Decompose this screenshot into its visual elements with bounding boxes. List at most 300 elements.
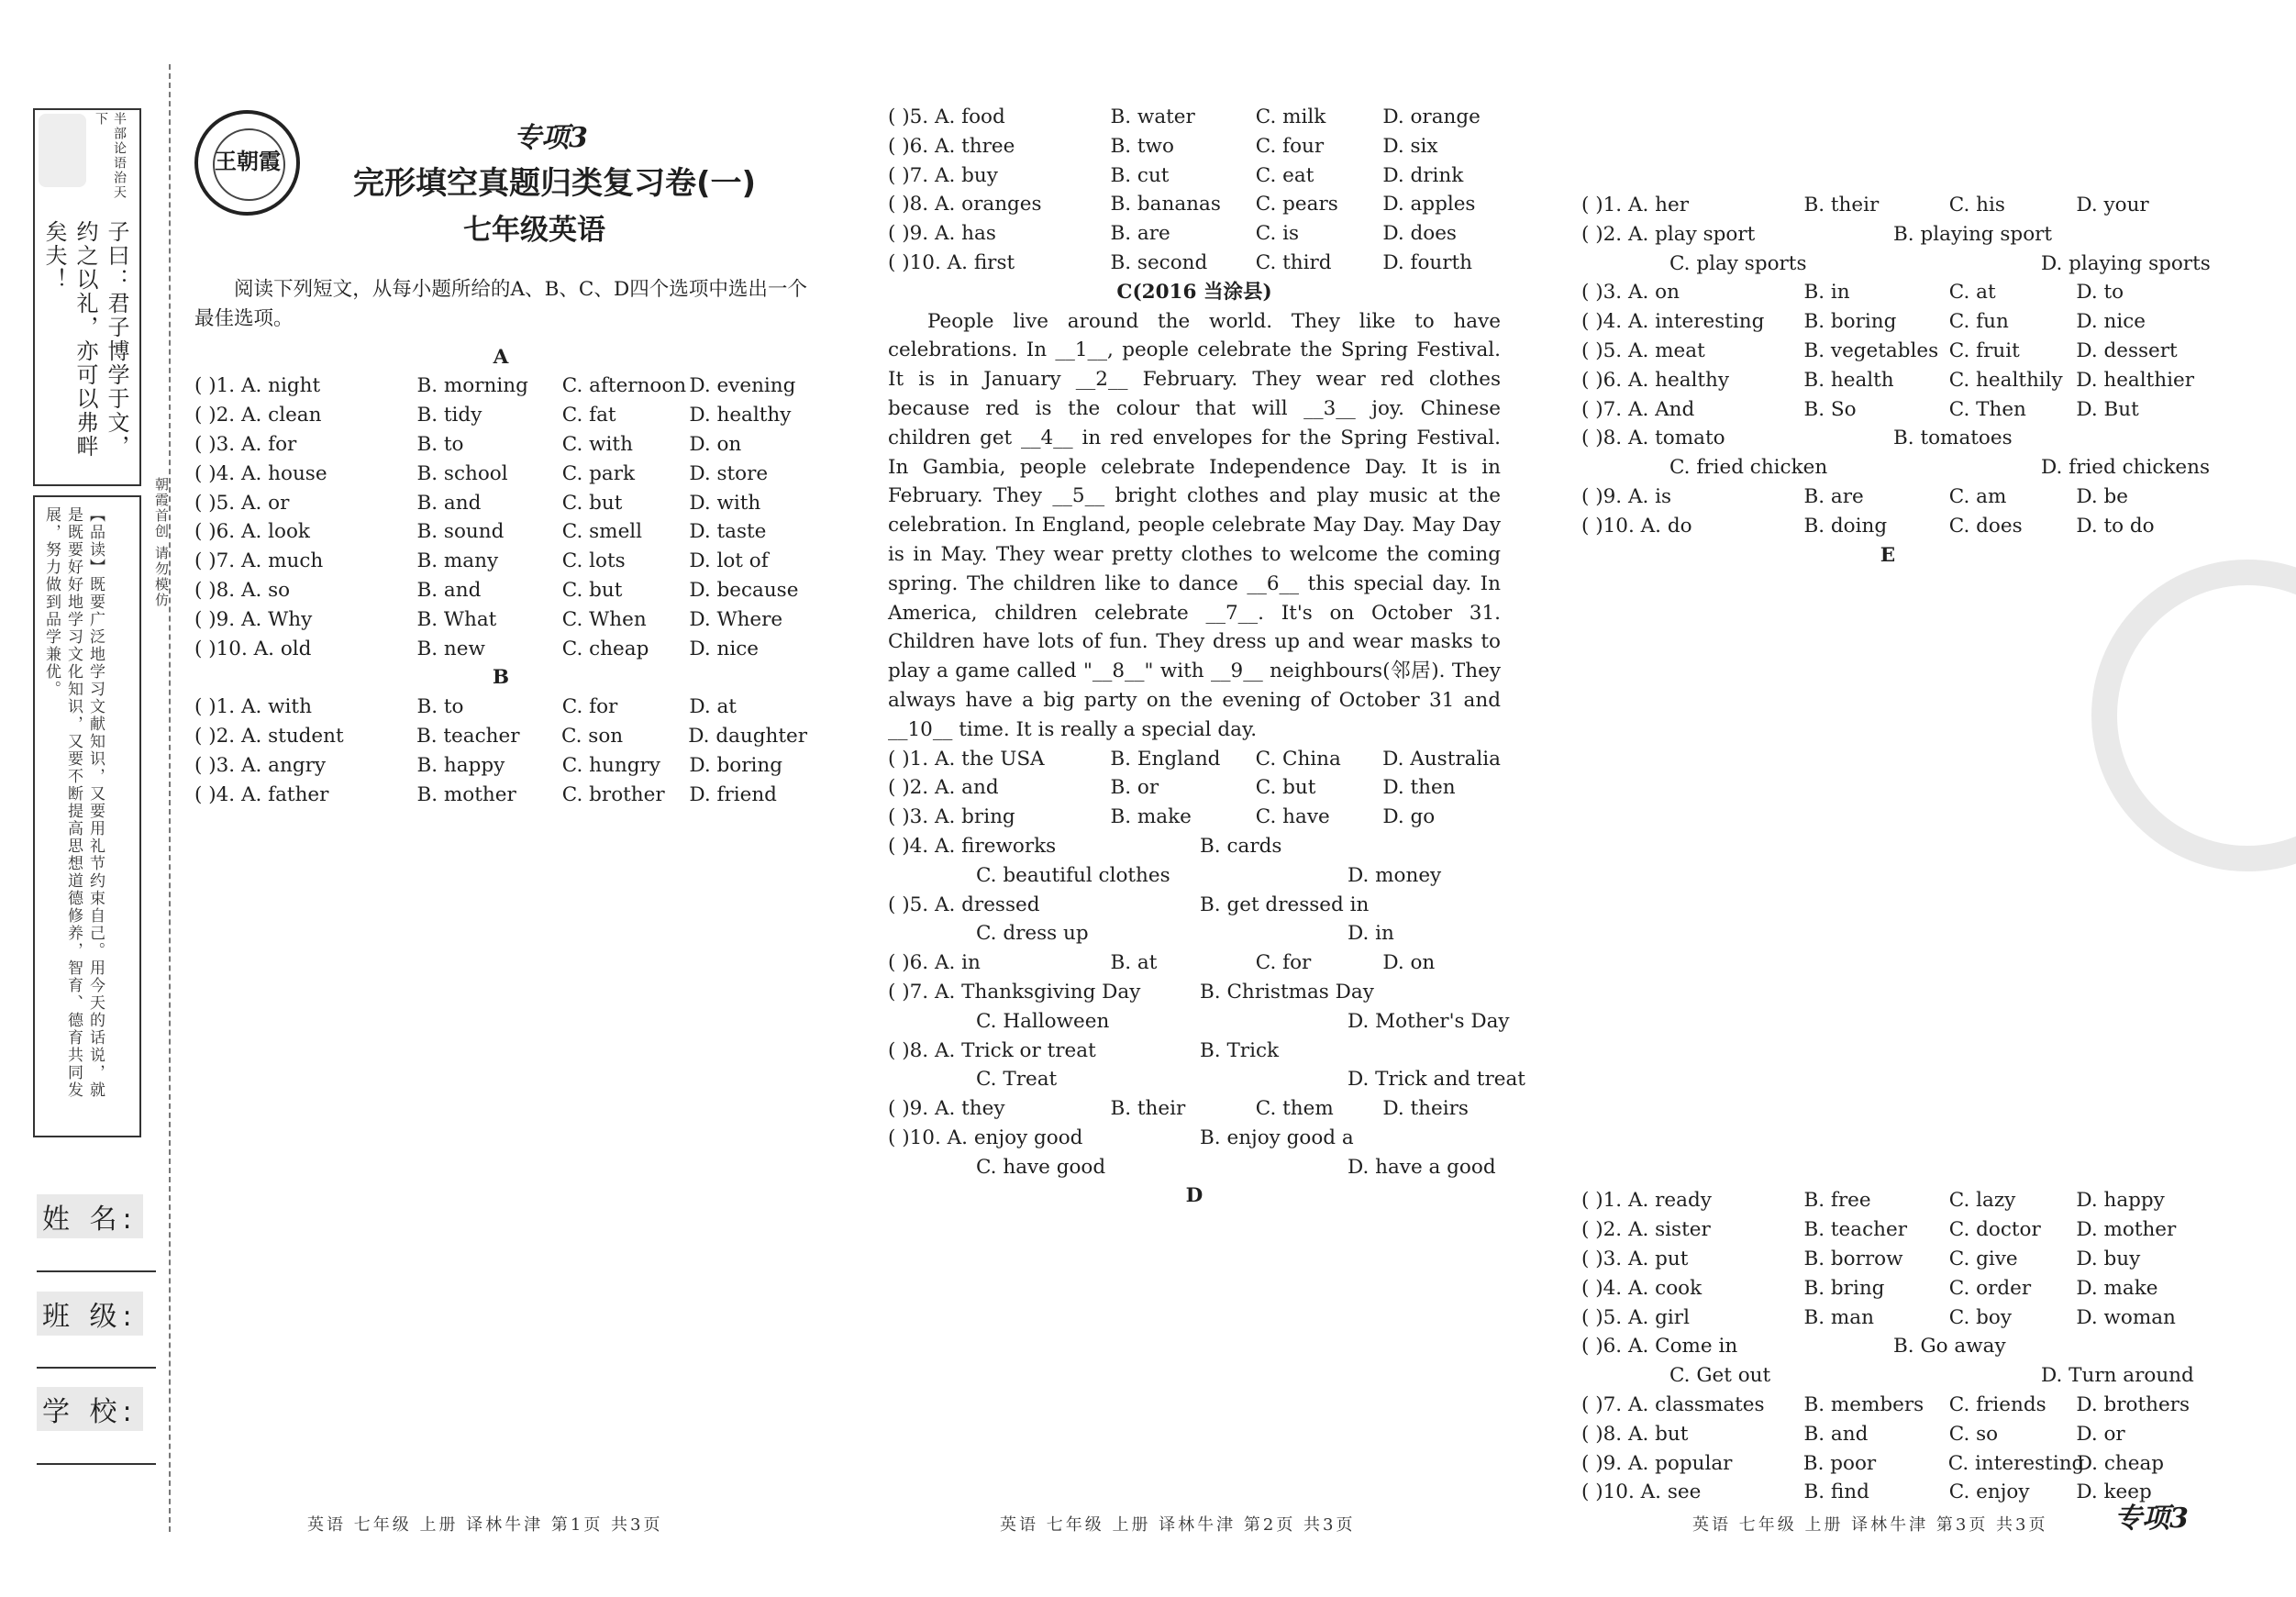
- option-cell: C. enjoy: [1948, 1481, 2030, 1504]
- option-row: [194, 635, 807, 664]
- option-cell: [1113, 1124, 1200, 1153]
- option-cell: C. third: [1255, 250, 1332, 274]
- option-cell: C. does: [1948, 514, 2023, 538]
- option-row: [888, 1037, 1501, 1066]
- option-cell[interactable]: ( )6. A. look: [194, 520, 310, 544]
- passage-d-title: D: [1185, 1184, 1203, 1208]
- option-cell: B. and: [416, 578, 482, 602]
- option-row: [194, 693, 807, 722]
- option-cell: B. make: [1110, 805, 1192, 829]
- option-row: [1581, 1478, 2194, 1507]
- option-cell: C. four: [1255, 134, 1325, 158]
- option-cell: D. in: [1348, 922, 1394, 946]
- option-cell: B. teacher: [1803, 1218, 1907, 1242]
- column-1: [194, 275, 807, 809]
- option-row: [194, 605, 807, 635]
- footer-page-2: 英语 七年级 上册 译林牛津 第2页 共3页: [1000, 1515, 1356, 1535]
- option-cell[interactable]: ( )3. A. on: [1581, 281, 1680, 305]
- option-row: [888, 1153, 1501, 1182]
- option-cell: D. because: [689, 578, 799, 602]
- column-2: [888, 103, 1525, 1211]
- logo-seal: 王朝霞: [194, 110, 300, 216]
- option-row: [888, 103, 1501, 132]
- option-cell: D. on: [1382, 951, 1436, 975]
- option-cell: C. pears: [1255, 193, 1338, 216]
- option-row: [194, 517, 807, 547]
- option-cell: D. drink: [1382, 163, 1464, 187]
- option-cell: [1954, 1361, 2041, 1391]
- option-row: [888, 1065, 1525, 1094]
- option-cell: [1113, 1037, 1200, 1066]
- option-cell: C. Then: [1948, 397, 2026, 421]
- option-cell: D. healthier: [2076, 368, 2194, 392]
- topic-badge: 专项3: [514, 122, 588, 154]
- option-cell[interactable]: ( )8. A. so: [194, 578, 291, 602]
- option-row: [194, 489, 807, 518]
- option-cell[interactable]: ( )5. A. food: [888, 105, 1005, 128]
- pindu-box: [33, 495, 141, 1137]
- option-cell[interactable]: C. Halloween: [976, 1009, 1110, 1033]
- option-row: [888, 919, 1501, 948]
- class-label: 班 级:: [37, 1292, 143, 1336]
- option-cell: B. Christmas Day: [1200, 980, 1374, 1004]
- option-row: [1581, 366, 2194, 395]
- option-cell[interactable]: C. Treat: [976, 1068, 1058, 1092]
- option-cell: B. morning: [416, 374, 528, 398]
- option-cell[interactable]: ( )10. A. old: [194, 637, 312, 660]
- option-cell: C. boy: [1948, 1305, 2013, 1329]
- option-cell: D. make: [2076, 1276, 2158, 1300]
- option-cell: C. friends: [1948, 1392, 2046, 1416]
- option-cell: D. keep: [2076, 1481, 2152, 1504]
- option-cell: [1113, 978, 1200, 1007]
- option-row: [194, 372, 807, 401]
- option-cell: C. interesting: [1947, 1451, 2085, 1475]
- option-cell: D. go: [1382, 805, 1436, 829]
- option-cell[interactable]: ( )4. A. fireworks: [888, 834, 1057, 858]
- option-row: [1581, 512, 2194, 541]
- option-cell: D. But: [2076, 397, 2139, 421]
- option-cell: [1806, 220, 1893, 250]
- top-label: 半部论语治天下: [94, 112, 127, 200]
- option-cell: C. with: [561, 432, 633, 456]
- option-cell: D. Mother's Day: [1348, 1009, 1510, 1033]
- option-cell: B. cut: [1110, 163, 1170, 187]
- option-cell[interactable]: ( )4. A. interesting: [1581, 310, 1765, 334]
- option-row: [1581, 307, 2194, 337]
- option-cell[interactable]: C. fried chicken: [1669, 456, 1828, 480]
- option-cell: B. new: [416, 637, 485, 660]
- option-cell[interactable]: ( )3. A. bring: [888, 805, 1015, 829]
- option-cell[interactable]: ( )3. A. put: [1581, 1247, 1689, 1270]
- option-cell: B. to: [416, 695, 464, 719]
- option-row: [888, 1094, 1501, 1124]
- option-cell: B. mother: [416, 782, 516, 806]
- option-cell: D. apples: [1382, 193, 1476, 216]
- option-cell: C. them: [1255, 1097, 1334, 1121]
- option-cell[interactable]: ( )7. A. And: [1581, 397, 1695, 421]
- option-cell: B. two: [1110, 134, 1174, 158]
- option-cell[interactable]: ( )5. A. girl: [1581, 1305, 1690, 1329]
- option-cell[interactable]: ( )7. A. classmates: [1581, 1392, 1765, 1416]
- option-cell: [1260, 919, 1348, 948]
- option-cell: D. nice: [689, 637, 759, 660]
- option-cell: C. but: [561, 491, 623, 515]
- option-cell[interactable]: ( )1. A. with: [194, 695, 312, 719]
- option-cell[interactable]: ( )1. A. the USA: [888, 747, 1045, 771]
- option-cell: D. fourth: [1382, 250, 1472, 274]
- option-cell: C. am: [1948, 484, 2007, 508]
- option-row: [888, 861, 1501, 891]
- option-cell: D. daughter: [688, 724, 808, 748]
- option-cell: B. free: [1803, 1189, 1871, 1213]
- option-cell[interactable]: ( )1. A. ready: [1581, 1189, 1712, 1213]
- option-cell[interactable]: ( )9. A. Why: [194, 607, 313, 631]
- option-cell: B. sound: [416, 520, 505, 544]
- option-cell: B. enjoy good a: [1200, 1126, 1354, 1149]
- option-cell[interactable]: ( )2. A. play sport: [1581, 222, 1756, 246]
- option-cell: D. dessert: [2076, 338, 2178, 362]
- option-cell: B. their: [1803, 194, 1880, 216]
- option-cell: D. healthy: [689, 404, 792, 427]
- option-cell[interactable]: ( )10. A. enjoy good: [888, 1126, 1083, 1149]
- option-cell[interactable]: ( )7. A. Thanksgiving Day: [888, 980, 1141, 1004]
- option-cell: C. milk: [1255, 105, 1326, 128]
- option-row: [1581, 1420, 2194, 1449]
- option-cell: C. eat: [1255, 163, 1314, 187]
- option-cell: D. taste: [689, 520, 767, 544]
- option-cell[interactable]: ( )4. A. father: [194, 782, 329, 806]
- option-row: [888, 773, 1501, 803]
- option-cell[interactable]: ( )4. A. house: [194, 461, 327, 485]
- option-cell: B. are: [1110, 222, 1170, 246]
- passage-c-title: C(2016 当涂县): [1116, 280, 1272, 304]
- column-3: [1581, 103, 2211, 1507]
- passage-b-title: B: [492, 666, 510, 690]
- option-cell[interactable]: C. Get out: [1669, 1364, 1771, 1388]
- option-cell: B. tidy: [416, 404, 482, 427]
- option-cell: B. Trick: [1200, 1038, 1280, 1062]
- option-row: [1581, 1186, 2194, 1215]
- option-row: [888, 832, 1501, 861]
- option-row: [888, 1007, 1510, 1037]
- corner-label: 专项3: [2114, 1503, 2189, 1535]
- option-row: [1581, 220, 2194, 250]
- option-cell[interactable]: ( )5. A. dressed: [888, 893, 1040, 916]
- option-row: [888, 803, 1501, 832]
- option-row: [1581, 250, 2211, 279]
- option-cell: B. happy: [416, 753, 505, 777]
- option-cell[interactable]: ( )1. A. night: [194, 374, 321, 398]
- option-row: [888, 161, 1501, 191]
- option-cell: B. England: [1110, 747, 1221, 771]
- option-row: [1581, 1215, 2194, 1245]
- option-cell: B. or: [1110, 776, 1159, 800]
- option-row: [194, 576, 807, 605]
- option-cell: C. When: [561, 607, 647, 631]
- option-cell: [1806, 424, 1893, 453]
- option-cell: B. man: [1803, 1305, 1874, 1329]
- option-cell: D. brothers: [2076, 1392, 2190, 1416]
- option-cell: [1113, 832, 1200, 861]
- option-cell: B. at: [1110, 951, 1158, 975]
- option-cell: C. cheap: [561, 637, 649, 660]
- option-cell: D. cheap: [2076, 1451, 2165, 1475]
- option-cell: B. What: [416, 607, 497, 631]
- option-cell: D. Where: [689, 607, 783, 631]
- option-row: [194, 781, 807, 810]
- option-cell[interactable]: ( )6. A. Come in: [1581, 1335, 1738, 1359]
- option-row: [194, 460, 807, 489]
- option-cell[interactable]: ( )4. A. cook: [1581, 1276, 1703, 1300]
- option-cell: D. on: [689, 432, 742, 456]
- scholar-figure: [39, 114, 86, 187]
- option-row: [888, 745, 1501, 774]
- option-cell: C. China: [1255, 747, 1341, 771]
- option-cell: B. are: [1803, 484, 1864, 508]
- option-cell: C. for: [1255, 951, 1312, 975]
- option-cell[interactable]: ( )8. A. tomato: [1581, 427, 1725, 450]
- passage-a-title: A: [493, 345, 509, 369]
- option-cell: D. orange: [1382, 105, 1481, 128]
- name-line[interactable]: [37, 1270, 156, 1272]
- option-cell: C. have: [1255, 805, 1330, 829]
- option-cell: B. and: [1803, 1422, 1869, 1446]
- passage-c-text: People live around the world. They like to have celebrations. In __1__, people celebrate the Spring Festival. It is in January __2__ February. They wear red clothes because red is the colour that will __3__ joy. Chinese children get __4__ in red envelopes for the Spring Festival. In Gambia, people celebrate Independence Day. It is in February. They __5__ bright clothes and play music at the celebration. In England, people celebrate May Day. May Day is in May. They wear pretty clothes to welcome the coming spring. The children like to dance __6__ this special day. In America, children celebrate __7__. It's on October 31. Children have lots of fun. They dress up and wear masks to play a game called "__8__" with __9__ neighbours(邻居). They always have a big party on the evening of October 31 and __10__ time. It is really a special day.: [888, 309, 1501, 741]
- option-cell: D. mother: [2076, 1218, 2177, 1242]
- option-cell: D. to: [2076, 281, 2124, 305]
- option-cell: B. bring: [1803, 1276, 1885, 1300]
- option-cell: C. brother: [561, 782, 665, 806]
- option-cell: [1260, 1153, 1348, 1182]
- option-cell: B. second: [1110, 250, 1208, 274]
- option-cell: [1806, 1332, 1893, 1361]
- option-cell: B. their: [1110, 1097, 1186, 1121]
- option-cell: C. order: [1948, 1276, 2032, 1300]
- option-cell[interactable]: C. have good: [976, 1155, 1106, 1179]
- option-row: [194, 430, 807, 460]
- option-cell: [1954, 453, 2041, 482]
- option-cell: C. afternoon: [561, 374, 687, 398]
- option-cell: D. Trick and treat: [1348, 1068, 1525, 1092]
- option-cell: B. find: [1803, 1481, 1869, 1504]
- option-cell: D. fried chickens: [2041, 456, 2211, 480]
- option-cell: C. park: [561, 461, 636, 485]
- option-cell: B. tomatoes: [1893, 427, 2013, 450]
- option-cell: C. hungry: [561, 753, 660, 777]
- option-cell: [1113, 891, 1200, 920]
- option-cell: B. Go away: [1893, 1335, 2006, 1359]
- option-cell: D. boring: [689, 753, 782, 777]
- option-cell: [1260, 1007, 1348, 1037]
- option-row: [1581, 1361, 2194, 1391]
- option-cell[interactable]: ( )6. A. in: [888, 951, 981, 975]
- option-cell[interactable]: ( )10. A. do: [1581, 514, 1692, 538]
- option-cell: C. but: [561, 578, 623, 602]
- option-cell: C. but: [1255, 776, 1316, 800]
- option-cell: C. lots: [561, 549, 626, 573]
- page-title: 完形填空真题归类复习卷(一): [353, 165, 757, 202]
- option-cell: C. is: [1255, 222, 1300, 246]
- option-cell[interactable]: ( )7. A. much: [194, 549, 324, 573]
- option-cell: D. with: [689, 491, 761, 515]
- school-label: 学 校:: [37, 1387, 143, 1431]
- name-label: 姓 名:: [37, 1194, 143, 1238]
- option-cell[interactable]: C. dress up: [976, 922, 1089, 946]
- option-cell: B. cards: [1200, 834, 1282, 858]
- option-cell: C. at: [1948, 281, 1996, 305]
- option-cell: [1260, 861, 1348, 891]
- option-cell: C. smell: [561, 520, 643, 544]
- option-cell: B. many: [416, 549, 499, 573]
- option-cell: D. friend: [689, 782, 777, 806]
- option-cell: D. evening: [689, 374, 796, 398]
- instructions: 阅读下列短文，从每小题所给的A、B、C、D四个选项中选出一个最佳选项。: [194, 278, 807, 330]
- option-row: [194, 722, 807, 751]
- option-cell[interactable]: ( )2. A. and: [888, 776, 999, 800]
- option-cell: B. members: [1803, 1392, 1924, 1416]
- option-cell: D. have a good: [1348, 1155, 1496, 1179]
- option-cell: B. health: [1803, 368, 1894, 392]
- option-cell: C. doctor: [1948, 1218, 2041, 1242]
- class-line[interactable]: [37, 1367, 156, 1369]
- option-cell[interactable]: ( )9. A. they: [888, 1097, 1005, 1121]
- option-cell[interactable]: ( )10. A. see: [1581, 1481, 1702, 1504]
- option-row: [1581, 482, 2194, 512]
- option-cell: B. teacher: [416, 724, 520, 748]
- quote-text: 子曰：君子博学于文，约之以礼，亦可以弗畔矣夫！: [41, 220, 129, 459]
- option-cell[interactable]: ( )8. A. oranges: [888, 193, 1042, 216]
- option-cell: D. money: [1348, 863, 1442, 887]
- option-cell[interactable]: ( )6. A. healthy: [1581, 368, 1730, 392]
- option-row: [1581, 191, 2194, 220]
- option-cell[interactable]: ( )5. A. meat: [1581, 338, 1705, 362]
- option-cell[interactable]: ( )3. A. angry: [194, 753, 327, 777]
- option-cell: D. at: [689, 695, 737, 719]
- option-cell: D. or: [2076, 1422, 2125, 1446]
- option-row: [888, 219, 1501, 249]
- option-row: [1581, 278, 2194, 307]
- option-cell: D. then: [1382, 776, 1456, 800]
- option-cell: D. Turn around: [2041, 1364, 2194, 1388]
- option-cell: C. son: [560, 724, 624, 748]
- option-cell: B. boring: [1803, 310, 1897, 334]
- option-row: [1581, 424, 2194, 453]
- option-cell: D. buy: [2076, 1247, 2141, 1270]
- option-cell[interactable]: ( )10. A. first: [888, 250, 1015, 274]
- option-cell: D. your: [2076, 194, 2149, 216]
- option-cell: C. his: [1948, 194, 2005, 216]
- option-cell: D. woman: [2076, 1305, 2176, 1329]
- option-cell: C. fun: [1948, 310, 2009, 334]
- option-row: [194, 751, 807, 781]
- option-cell[interactable]: ( )8. A. but: [1581, 1422, 1689, 1446]
- cut-line: [169, 64, 171, 1532]
- option-cell[interactable]: C. play sports: [1669, 251, 1807, 275]
- option-row: [1581, 453, 2211, 482]
- page-subtitle: 七年级英语: [463, 214, 605, 247]
- option-row: [1581, 1245, 2194, 1274]
- option-row: [888, 948, 1501, 978]
- option-cell[interactable]: ( )9. A. popular: [1581, 1451, 1733, 1475]
- footer-page-1: 英语 七年级 上册 译林牛津 第1页 共3页: [307, 1515, 663, 1535]
- option-cell: B. So: [1803, 397, 1857, 421]
- option-row: [888, 190, 1501, 219]
- option-cell: B. bananas: [1110, 193, 1221, 216]
- option-cell[interactable]: ( )3. A. for: [194, 432, 297, 456]
- option-cell[interactable]: C. beautiful clothes: [976, 863, 1170, 887]
- passage-e-title: E: [1880, 543, 1896, 567]
- option-cell[interactable]: ( )2. A. student: [194, 724, 344, 748]
- option-cell: B. in: [1803, 281, 1850, 305]
- option-cell: B. school: [416, 461, 508, 485]
- option-cell: [1954, 250, 2041, 279]
- option-row: [1581, 395, 2194, 425]
- option-cell: B. borrow: [1803, 1247, 1903, 1270]
- option-cell: B. playing sport: [1893, 222, 2053, 246]
- option-cell: D. be: [2076, 484, 2128, 508]
- option-row: [1581, 337, 2194, 366]
- option-row: [888, 891, 1501, 920]
- option-cell: D. theirs: [1382, 1097, 1469, 1121]
- option-cell: C. healthily: [1948, 368, 2063, 392]
- option-cell: D. store: [689, 461, 769, 485]
- option-cell: C. give: [1948, 1247, 2018, 1270]
- option-cell: D. happy: [2076, 1189, 2165, 1213]
- option-cell: D. six: [1382, 134, 1438, 158]
- option-row: [888, 132, 1501, 161]
- option-cell[interactable]: ( )2. A. clean: [194, 404, 322, 427]
- option-row: [888, 1124, 1501, 1153]
- option-row: [1581, 1274, 2194, 1303]
- option-cell[interactable]: ( )2. A. sister: [1581, 1218, 1711, 1242]
- option-cell: B. poor: [1802, 1451, 1877, 1475]
- option-cell[interactable]: ( )1. A. her: [1581, 194, 1690, 216]
- option-cell: B. water: [1110, 105, 1195, 128]
- copyright-mark: 朝霞首创 请勿模仿: [153, 477, 170, 608]
- option-cell: D. does: [1382, 222, 1457, 246]
- option-cell[interactable]: ( )5. A. or: [194, 491, 290, 515]
- option-cell: D. Australia: [1382, 747, 1501, 771]
- option-cell: C. fruit: [1948, 338, 2020, 362]
- option-row: [888, 249, 1501, 278]
- option-cell[interactable]: ( )9. A. is: [1581, 484, 1672, 508]
- option-cell: D. playing sports: [2041, 251, 2211, 275]
- option-cell: B. to: [416, 432, 464, 456]
- option-row: [1581, 1391, 2194, 1420]
- option-cell: B. get dressed in: [1200, 893, 1370, 916]
- footer-page-3: 英语 七年级 上册 译林牛津 第3页 共3页: [1692, 1515, 2048, 1535]
- option-cell: D. lot of: [689, 549, 769, 573]
- option-row: [1581, 1303, 2194, 1333]
- option-row: [194, 547, 807, 576]
- option-cell[interactable]: ( )8. A. Trick or treat: [888, 1038, 1096, 1062]
- option-cell: C. for: [561, 695, 618, 719]
- option-cell: D. to do: [2076, 514, 2155, 538]
- option-cell: D. nice: [2076, 310, 2146, 334]
- option-cell: B. doing: [1803, 514, 1888, 538]
- option-cell[interactable]: ( )9. A. has: [888, 222, 996, 246]
- school-line[interactable]: [37, 1463, 156, 1465]
- option-cell: C. lazy: [1948, 1189, 2016, 1213]
- option-cell: B. vegetables: [1803, 338, 1939, 362]
- option-cell[interactable]: ( )7. A. buy: [888, 163, 998, 187]
- option-cell[interactable]: ( )6. A. three: [888, 134, 1015, 158]
- option-row: [1581, 1449, 2194, 1479]
- option-row: [1581, 1332, 2194, 1361]
- option-row: [888, 978, 1501, 1007]
- option-row: [194, 401, 807, 430]
